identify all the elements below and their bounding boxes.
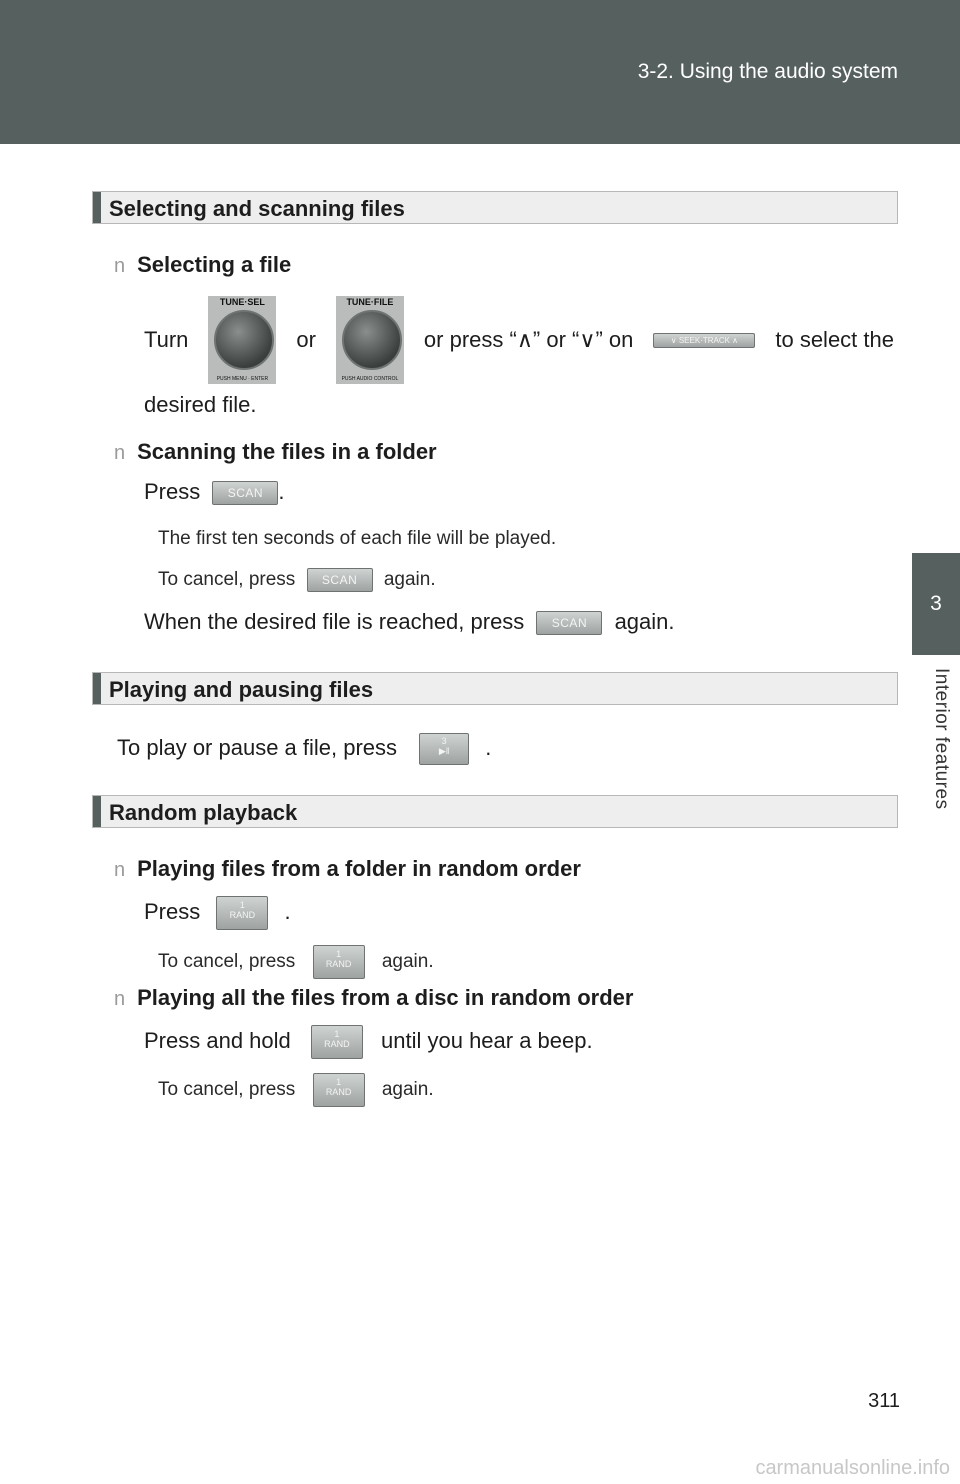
text-or-press: or press “∧” or “∨” on xyxy=(423,327,634,352)
rand-button-icon[interactable] xyxy=(311,1025,363,1059)
chapter-tab xyxy=(912,553,960,655)
text-period: . xyxy=(284,898,291,924)
scan-button-icon[interactable]: SCAN xyxy=(536,611,602,635)
text-again: again. xyxy=(383,569,436,591)
subheading-text: Playing all the files from a disc in random order xyxy=(137,985,634,1010)
play-pause-button-icon[interactable] xyxy=(419,733,469,765)
tune-file-knob-icon[interactable] xyxy=(336,296,404,384)
random-folder-cancel-line xyxy=(158,945,434,979)
section-title: Random playback xyxy=(109,800,298,825)
bullet-marker: n xyxy=(114,859,126,881)
section-accent xyxy=(93,192,101,223)
text-press: Press xyxy=(144,898,201,924)
text-again: again. xyxy=(381,951,434,973)
play-pause-icon: ▶‖ xyxy=(438,745,450,756)
knob-label: TUNE·SEL xyxy=(219,297,265,307)
subheading-scanning-files xyxy=(114,439,437,465)
text-turn: Turn xyxy=(144,327,189,352)
text-again: again. xyxy=(614,609,675,634)
subheading-text: Selecting a file xyxy=(137,252,292,277)
header-title: 3-2. Using the audio system xyxy=(637,60,898,83)
scan-press-line xyxy=(144,479,285,505)
section-header-random-playback xyxy=(92,795,898,828)
button-label: RAND xyxy=(325,958,352,969)
text-until-beep: until you hear a beep. xyxy=(381,1027,593,1053)
subheading-text: Playing files from a folder in random order xyxy=(137,856,581,881)
seek-track-button-icon[interactable]: ∨ SEEK·TRACK ∧ xyxy=(653,333,755,348)
bullet-marker: n xyxy=(114,988,126,1010)
rand-button-icon[interactable] xyxy=(313,1073,365,1107)
text-to-select: to select the xyxy=(775,327,894,352)
rand-button-icon[interactable] xyxy=(313,945,365,979)
random-folder-press-line xyxy=(144,896,291,930)
section-title: Playing and pausing files xyxy=(109,677,374,702)
play-pause-line xyxy=(117,733,491,765)
text-press-hold: Press and hold xyxy=(144,1027,291,1053)
button-label: RAND xyxy=(229,909,256,920)
section-title: Selecting and scanning files xyxy=(109,196,405,221)
subheading-text: Scanning the files in a folder xyxy=(137,439,437,464)
knob-label: TUNE·FILE xyxy=(346,297,394,307)
text-press: Press xyxy=(144,479,201,504)
chapter-number: 3 xyxy=(930,592,942,615)
subheading-random-disc xyxy=(114,985,633,1011)
section-accent xyxy=(93,673,101,704)
page-header xyxy=(0,0,960,144)
button-number: 3 xyxy=(441,736,447,746)
text-reached: When the desired file is reached, press xyxy=(144,609,525,634)
subheading-selecting-file xyxy=(114,252,291,278)
section-accent xyxy=(93,796,101,827)
button-label: RAND xyxy=(324,1038,350,1049)
button-number: 1 xyxy=(334,1029,340,1039)
text-or: or xyxy=(296,327,316,352)
section-header-selecting-scanning xyxy=(92,191,898,224)
text-cancel: To cancel, press xyxy=(158,951,296,973)
button-number: 1 xyxy=(336,1077,342,1087)
scan-button-icon[interactable]: SCAN xyxy=(212,481,278,505)
scan-note-cancel xyxy=(158,568,436,592)
knob-sublabel: PUSH MENU · ENTER xyxy=(216,376,269,382)
button-number: 1 xyxy=(239,900,245,910)
random-disc-cancel-line xyxy=(158,1073,434,1107)
text-cancel: To cancel, press xyxy=(158,1079,296,1101)
watermark: carmanualsonline.info xyxy=(755,1457,950,1479)
rand-button-icon[interactable] xyxy=(216,896,268,930)
chapter-label: Interior features xyxy=(931,668,952,810)
text-desired-file: desired file. xyxy=(144,392,257,417)
knob-sublabel: PUSH AUDIO CONTROL xyxy=(341,376,399,382)
tune-sel-knob-icon[interactable] xyxy=(208,296,276,384)
section-header-playing-pausing xyxy=(92,672,898,705)
text-cancel: To cancel, press xyxy=(158,569,296,591)
text-play-pause: To play or pause a file, press xyxy=(117,734,398,760)
bullet-marker: n xyxy=(114,442,126,464)
text-period: . xyxy=(278,479,285,504)
button-label: RAND xyxy=(325,1086,352,1097)
button-number: 1 xyxy=(336,949,342,959)
scan-reached-line xyxy=(144,609,675,635)
select-file-instruction xyxy=(144,296,894,384)
scan-note-first-ten: The first ten seconds of each file will be played. xyxy=(158,528,557,549)
page-number: 311 xyxy=(868,1390,900,1412)
knob-dial xyxy=(342,310,402,370)
text-period: . xyxy=(485,734,492,760)
text-again: again. xyxy=(381,1079,434,1101)
knob-dial xyxy=(214,310,274,370)
scan-button-icon[interactable]: SCAN xyxy=(307,568,373,592)
subheading-random-folder xyxy=(114,856,581,882)
bullet-marker: n xyxy=(114,255,126,277)
random-disc-hold-line xyxy=(144,1025,593,1059)
